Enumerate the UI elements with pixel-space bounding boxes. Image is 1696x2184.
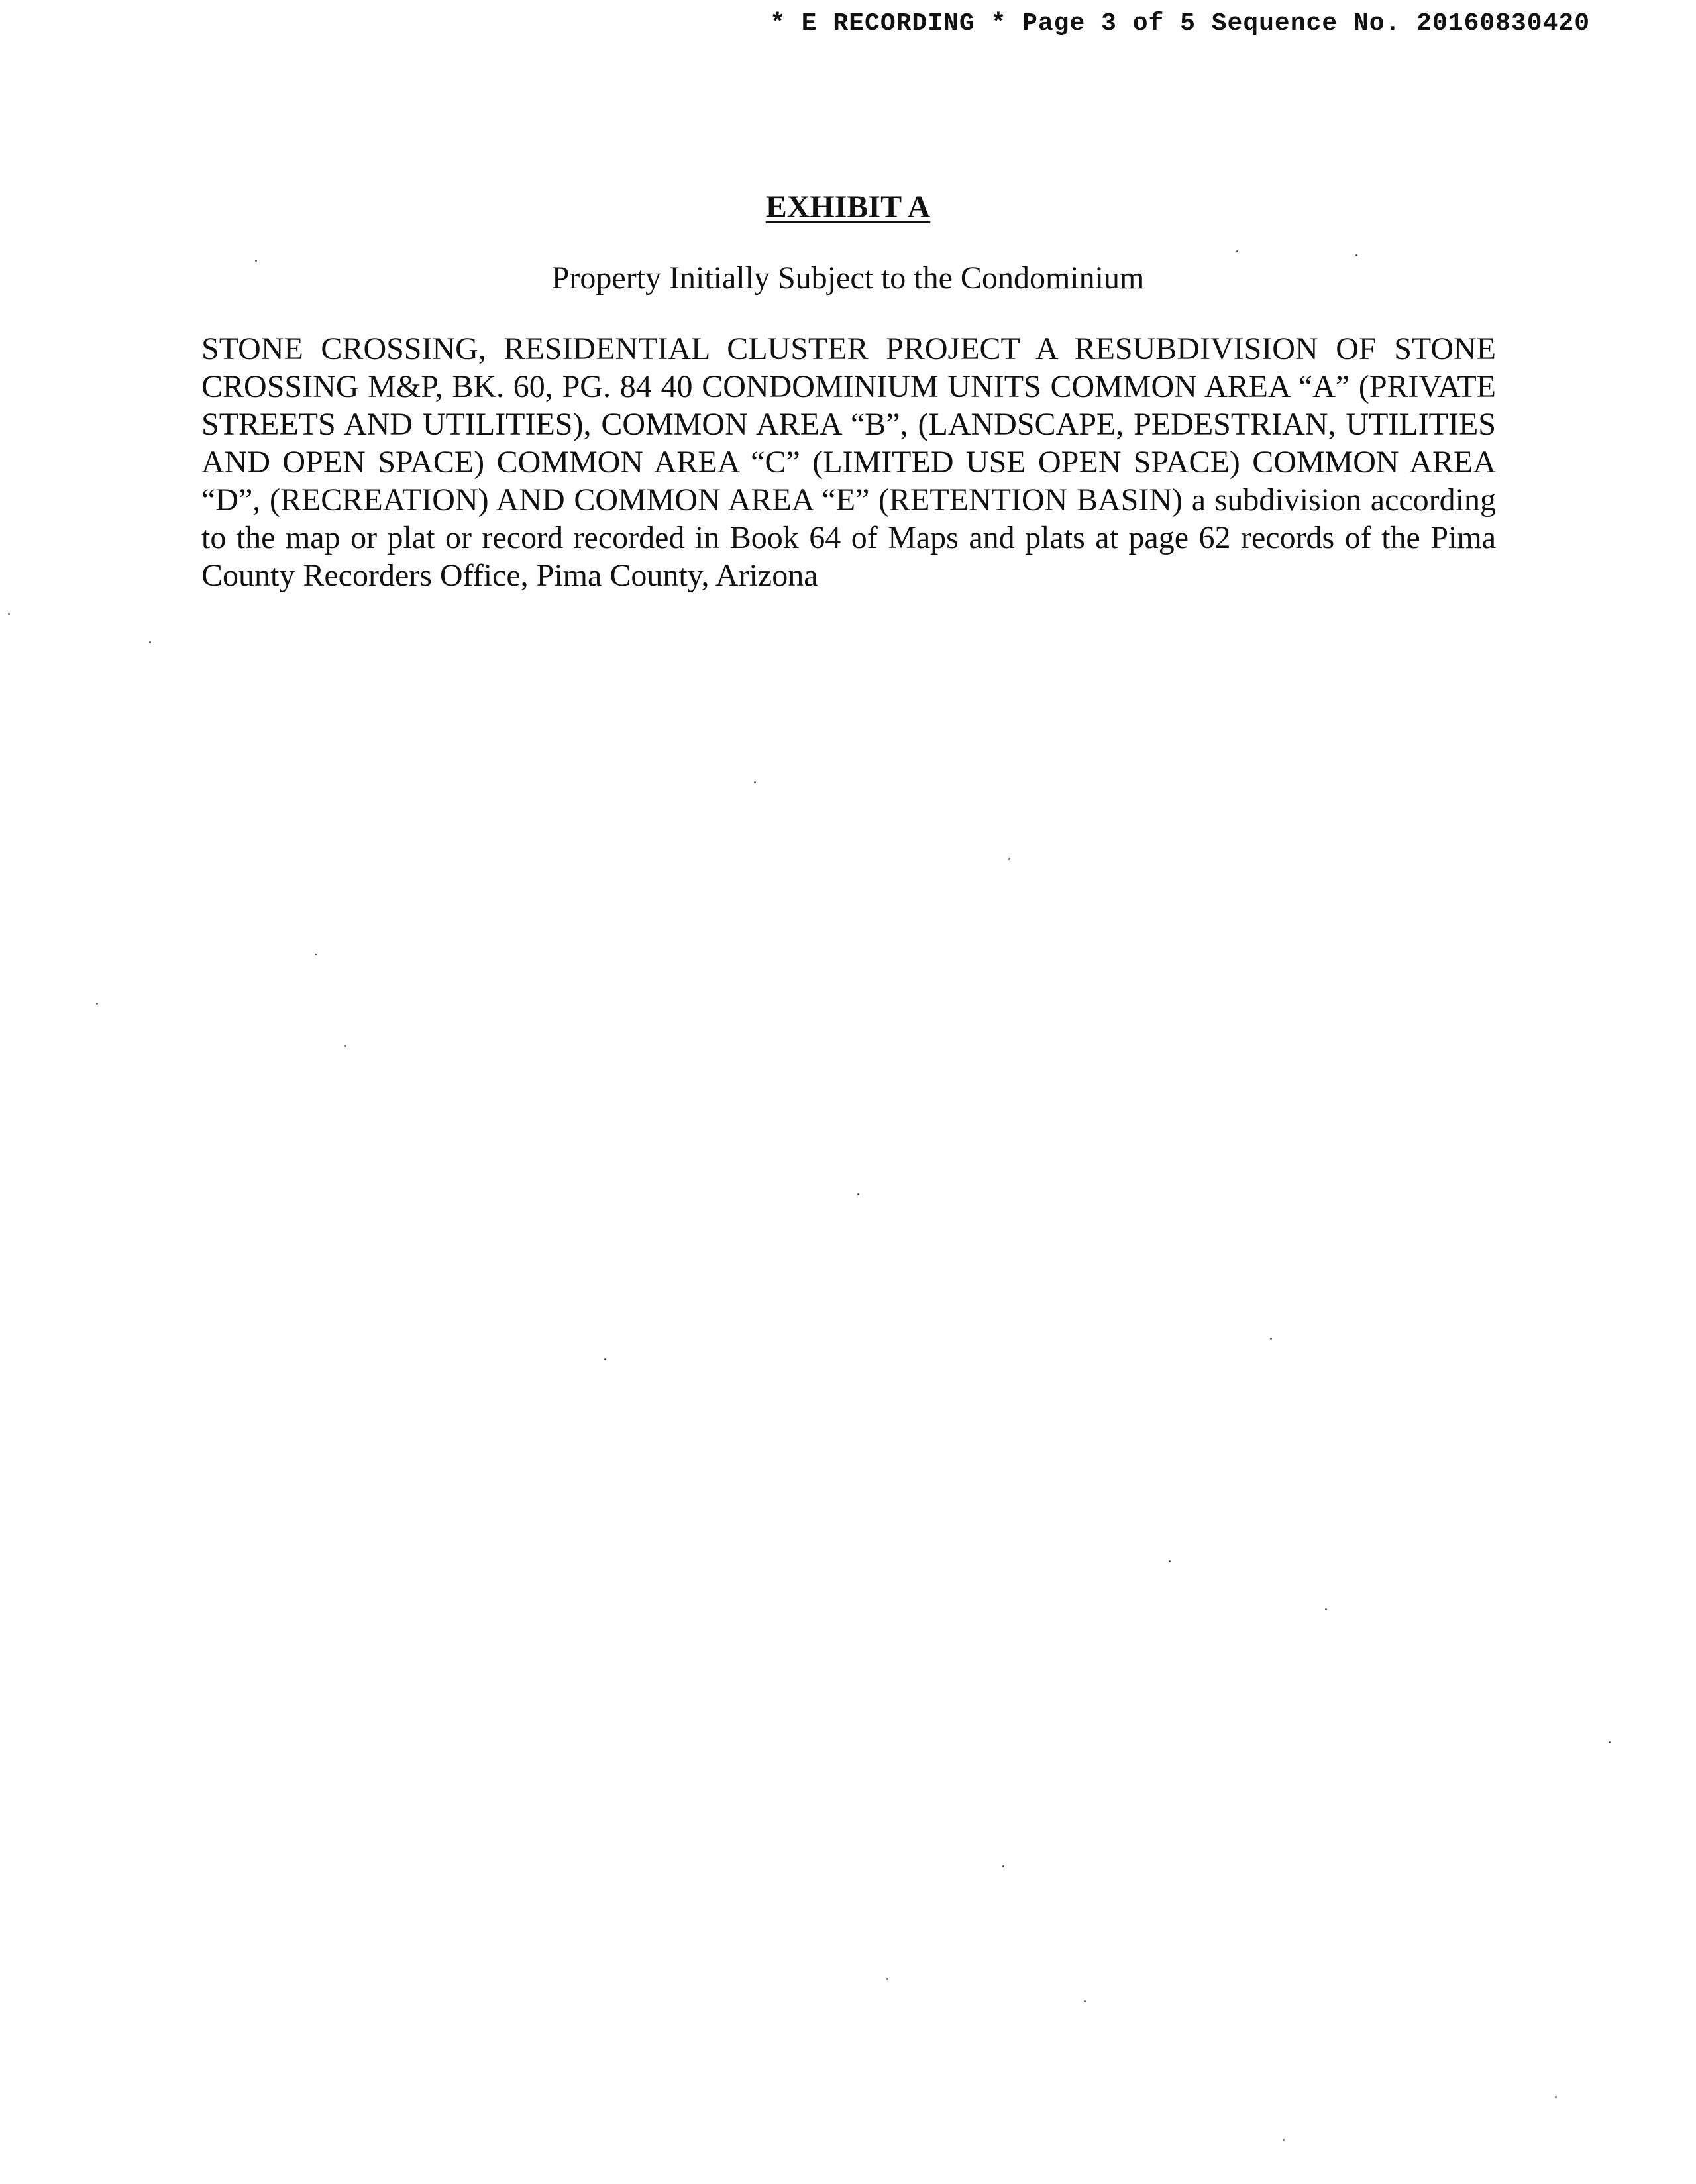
scan-speck	[1002, 1865, 1004, 1867]
scan-speck	[857, 1193, 859, 1195]
scan-speck	[8, 613, 10, 615]
exhibit-subtitle: Property Initially Subject to the Condominium	[551, 260, 1145, 296]
scan-speck	[754, 781, 756, 783]
scan-speck	[255, 260, 257, 262]
legal-description-paragraph: STONE CROSSING, RESIDENTIAL CLUSTER PROJECT A RESUBDIVISION OF STONE CROSSING M&P, BK. 60, PG. 84 40 CONDOMINIUM UNITS COMMON AREA “A” (PRIVATE STREETS AND UTILITIES), COMMON AREA “B”, (LANDSCAPE, PEDESTRIAN, UTILITIES AND OPEN SPACE) COMMON AREA “C” (LIMITED USE OPEN SPACE) COMMON AREA “D”, (RECREATION) AND COMMON AREA “E” (RETENTION BASIN) a subdivision according to the map or plat or record recorded in Book 64 of Maps and plats at page 62 records of the Pima County Recorders Office, Pima County, Arizona	[201, 331, 1496, 593]
recording-header: * E RECORDING * Page 3 of 5 Sequence No. 20160830420	[770, 9, 1590, 38]
scan-speck	[315, 954, 317, 956]
scan-speck	[1236, 250, 1238, 252]
scan-speck	[96, 1003, 98, 1005]
scan-speck	[1270, 1338, 1272, 1340]
scan-speck	[604, 1358, 606, 1360]
scan-speck	[1084, 2000, 1086, 2002]
scan-speck	[1609, 1741, 1611, 1743]
scan-speck	[1555, 2096, 1557, 2098]
exhibit-title	[0, 189, 1696, 225]
scan-speck	[1325, 1608, 1327, 1610]
scan-speck	[1283, 2139, 1285, 2141]
scan-speck	[886, 1978, 888, 1980]
scan-speck	[1008, 858, 1010, 860]
scan-speck	[344, 1045, 346, 1047]
scan-speck	[1355, 254, 1357, 256]
exhibit-title-text: EXHIBIT A	[765, 190, 931, 225]
scan-speck	[1169, 1560, 1171, 1562]
scan-speck	[149, 641, 151, 643]
